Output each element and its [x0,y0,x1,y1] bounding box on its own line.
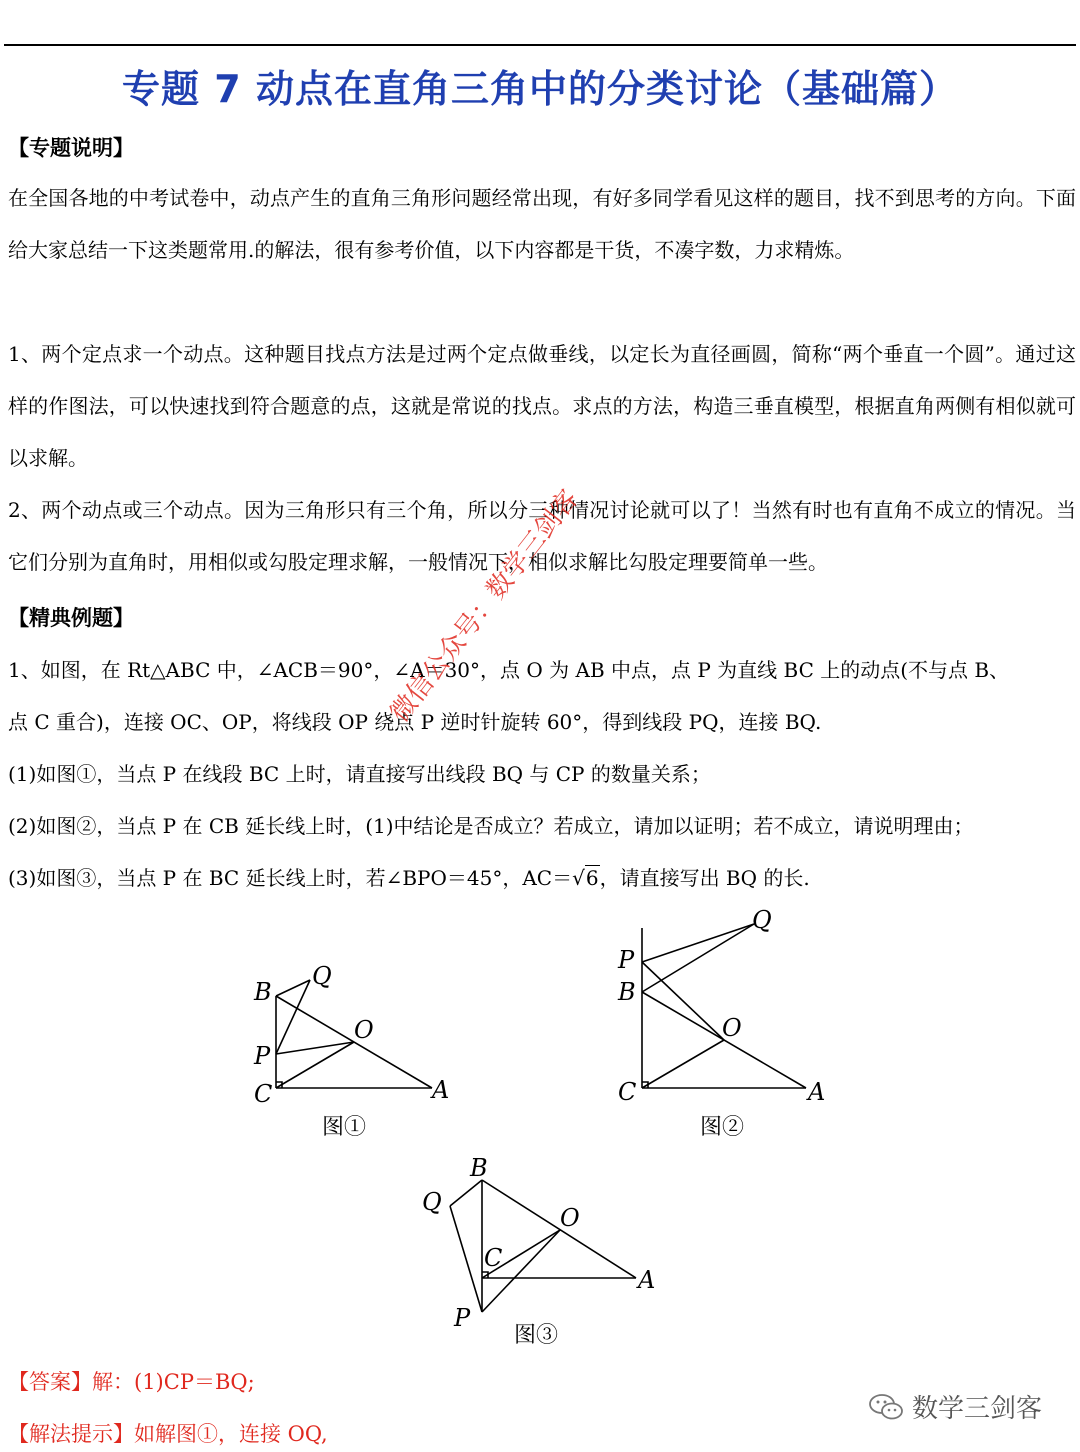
answer-line [8,1366,255,1396]
figure-1-diagram [240,950,470,1110]
sqrt-six [572,866,599,890]
figure-3-diagram [410,1150,660,1335]
brand-mark [868,1388,1042,1425]
fig3-segment-pq [450,1206,482,1312]
fig2-segment-op [642,962,724,1040]
fig3-label-q: Q [422,1188,442,1216]
problem-question-1: (1)如图①，当点 P 在线段 BC 上时，请直接写出线段 BQ 与 CP 的数量关系； [8,762,711,786]
fig1-label-q: Q [312,962,332,990]
fig2-segment-pq [642,924,754,962]
watermark: 微信公众号：数学三剑客 [384,484,585,729]
fig2-label-c: C [618,1078,637,1106]
figure-2-diagram [600,900,840,1110]
figure-3 [410,1150,660,1339]
question-3-text-end: ，请直接写出 BQ 的长. [599,866,810,890]
fig3-label-c: C [484,1244,503,1272]
fig3-label-o: O [560,1204,580,1232]
fig3-label-b: B [470,1154,488,1182]
hint-line [8,1418,328,1448]
hint-text: 如解图①，连接 OQ, [134,1422,328,1446]
hint-tag: 【解法提示】 [8,1422,134,1446]
intro-paragraph-3: 2、两个动点或三个动点。因为三角形只有三个角，所以分三种情况讨论就可以了！当然有时也有直角不成立的情况。当它们分别为直角时，用相似或勾股定理求解，一般情况下，相似求解比勾股定理要简单一些。 [8,498,1076,574]
problem-question-3 [8,862,810,891]
fig1-label-c: C [254,1080,273,1108]
question-3-text: (3)如图③，当点 P 在 BC 延长线上时，若∠BPO＝45°，AC＝ [8,866,573,890]
answer-text: 解：(1)CP＝BQ; [92,1370,255,1394]
fig3-label-a: A [638,1266,656,1294]
fig3-label-p: P [454,1304,471,1332]
page-title: 专题 7 动点在直角三角中的分类讨论（基础篇） [122,67,958,111]
fig1-label-b: B [254,978,272,1006]
fig2-label-q: Q [752,906,772,934]
fig1-label-p: P [254,1042,271,1070]
fig2-label-o: O [722,1014,742,1042]
section-heading-explanation: 【专题说明】 [8,136,134,160]
fig2-label-a: A [808,1078,826,1106]
fig2-segment-bq [642,924,754,992]
brand-name: 数学三剑客 [912,1394,1043,1424]
sqrt-radicand: 6 [585,866,599,890]
problem-question-2: (2)如图②，当点 P 在 CB 延长线上时，(1)中结论是否成立？若成立，请加以证明；若不成立，请说明理由； [8,814,974,838]
figure-2-caption: 图② [700,1115,745,1140]
fig2-label-b: B [618,978,636,1006]
fig1-label-o: O [354,1016,374,1044]
fig2-segment-oc [642,1040,724,1088]
problem-line-2: 点 C 重合)，连接 OC、OP，将线段 OP 绕点 P 逆时针旋转 60°，得到线段 PQ，连接 BQ. [8,710,822,734]
fig2-label-p: P [618,946,635,974]
section-heading-examples: 【精典例题】 [8,606,134,630]
fig1-segment-bq [276,980,310,996]
answer-tag: 【答案】 [8,1370,92,1394]
top-rule [4,44,1076,46]
problem-line-1: 1、如图，在 Rt△ABC 中，∠ACB＝90°，∠A＝30°，点 O 为 AB 中点，点 P 为直线 BC 上的动点(不与点 B、 [8,658,1010,682]
figure-2 [600,900,840,1114]
fig3-segment-bq [450,1180,482,1206]
intro-paragraph-2: 1、两个定点求一个动点。这种题目找点方法是过两个定点做垂线，以定长为直径画圆，简称“两个垂直一个圆”。通过这样的作图法，可以快速找到符合题意的点，这就是常说的找点。求点的方法，构造三垂直模型，根据直角两侧有相似就可以求解。 [8,342,1076,470]
intro-paragraph-1: 在全国各地的中考试卷中，动点产生的直角三角形问题经常出现，有好多同学看见这样的题目，找不到思考的方向。下面给大家总结一下这类题常用.的解法，很有参考价值，以下内容都是干货，不凑字数，力求精炼。 [8,186,1076,262]
sqrt-radical-sign: √ [572,866,585,890]
fig1-segment-oc [276,1042,354,1088]
figure-1-caption: 图① [322,1115,367,1140]
figure-1 [240,950,470,1114]
wechat-icon [868,1392,904,1422]
fig1-segment-pq [276,980,310,1054]
fig1-label-a: A [432,1076,450,1104]
figure-3-caption: 图③ [514,1323,559,1348]
